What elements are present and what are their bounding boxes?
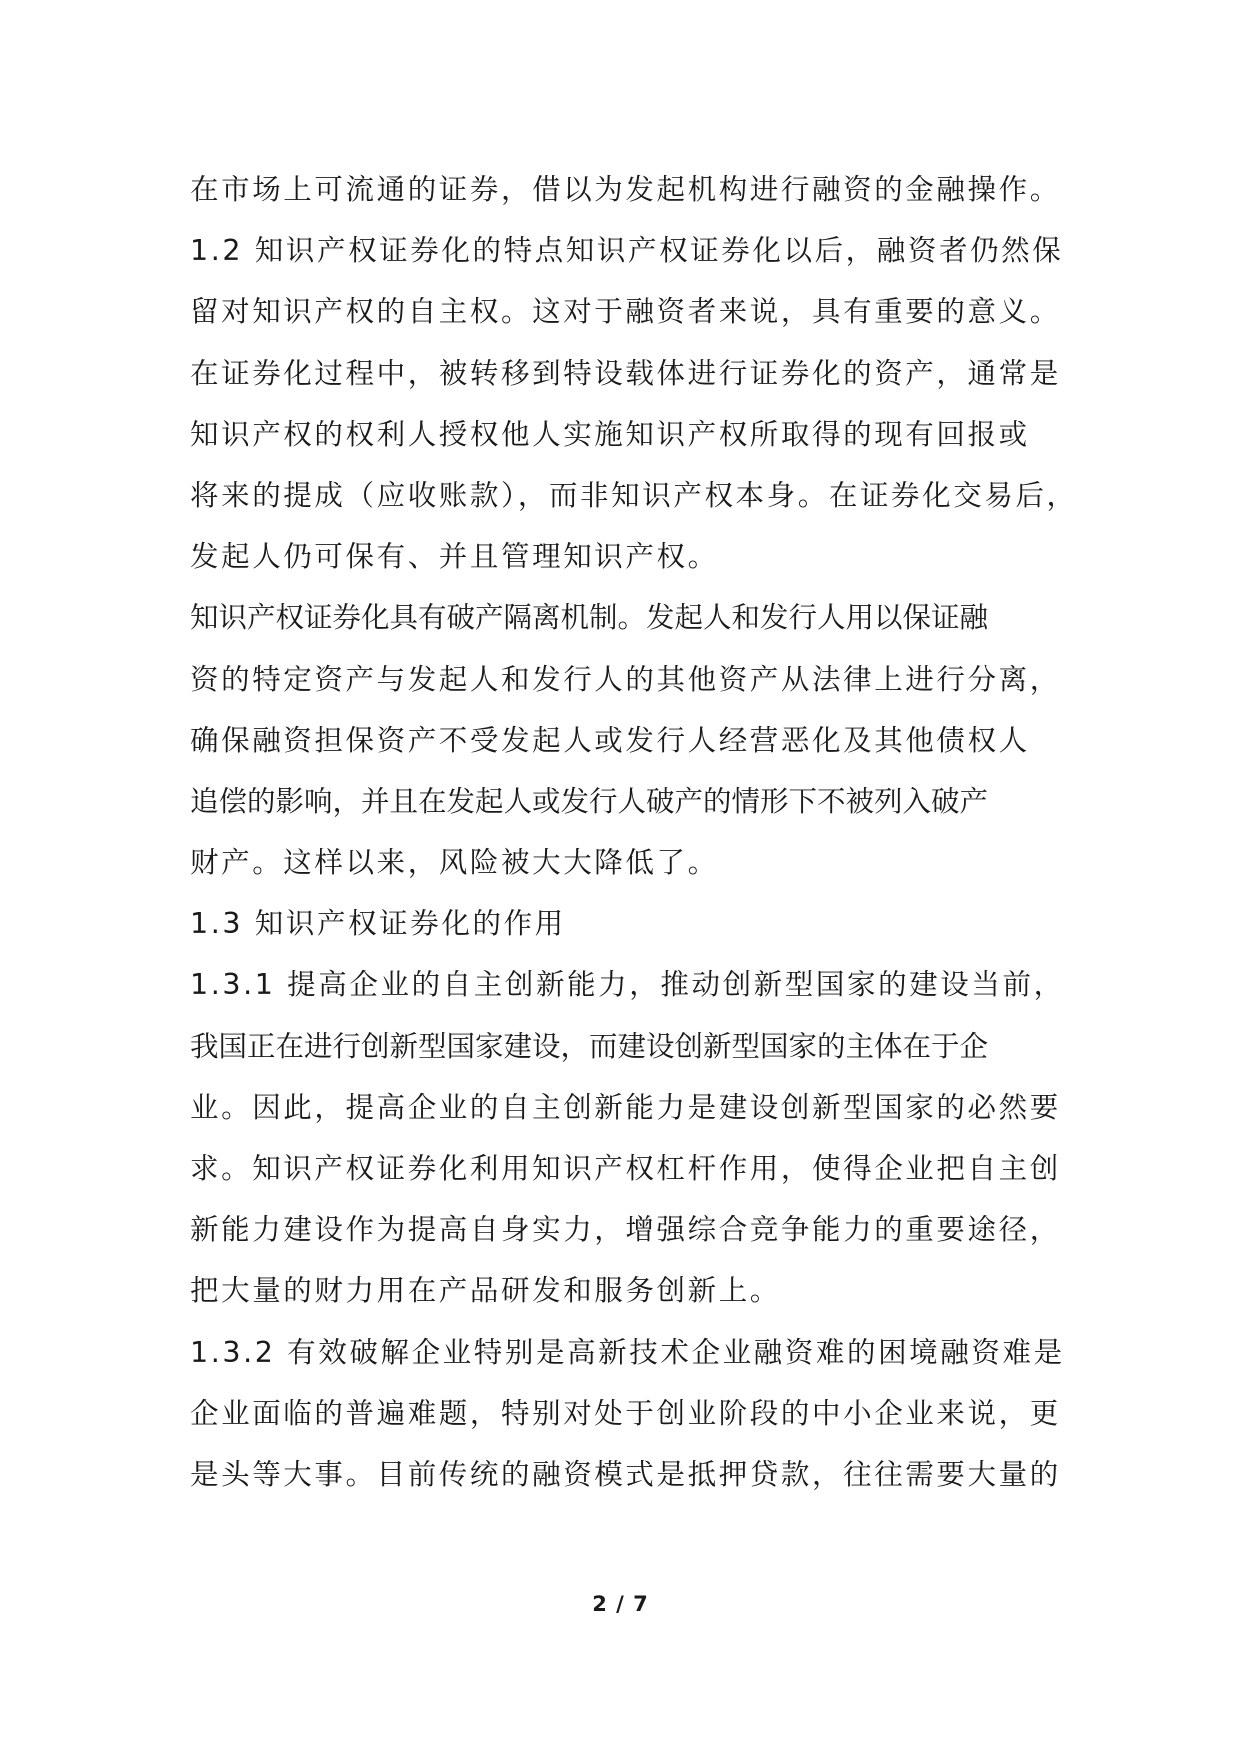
text-line: 我国正在进行创新型国家建设，而建设创新型国家的主体在于企: [190, 1029, 989, 1063]
document-body: [190, 159, 1078, 1505]
text-line: 留对知识产权的自主权。这对于融资者来说，具有重要的意义。: [190, 295, 1061, 329]
text-line: 知识产权的权利人授权他人实施知识产权所取得的现有回报或: [190, 417, 1030, 451]
text-line: 求。知识产权证券化利用知识产权杠杆作用，使得企业把自主创: [190, 1152, 1061, 1185]
subsection-heading-line: 1.3.1 提高企业的自主创新能力，推动创新型国家的建设当前，: [190, 968, 1065, 1002]
text-line: 把大量的财力用在产品研发和服务创新上。: [190, 1274, 781, 1308]
section-heading: 1.3 知识产权证券化的作用: [190, 907, 566, 941]
text-line: 追偿的影响，并且在发起人或发行人破产的情形下不被列入破产: [190, 784, 989, 818]
section-heading-line: 1.2 知识产权证券化的特点知识产权证券化以后，融资者仍然保: [190, 234, 1064, 268]
text-line: 在证券化过程中，被转移到特设载体进行证券化的资产，通常是: [190, 356, 1061, 390]
paragraph-start-line: 知识产权证券化具有破产隔离机制。发起人和发行人用以保证融: [190, 601, 989, 635]
text-line: 是头等大事。目前传统的融资模式是抵押贷款，往往需要大量的: [190, 1457, 1061, 1491]
text-line: 企业面临的普遍难题，特别对处于创业阶段的中小企业来说，更: [190, 1396, 1061, 1430]
text-line: 发起人仍可保有、并且管理知识产权。: [190, 540, 719, 574]
text-line: 确保融资担保资产不受发起人或发行人经营恶化及其他债权人: [190, 723, 1030, 757]
text-line: 业。因此，提高企业的自主创新能力是建设创新型国家的必然要: [190, 1090, 1061, 1124]
text-line: 在市场上可流通的证券，借以为发起机构进行融资的金融操作。: [190, 173, 1061, 206]
page-number: 2 / 7: [592, 1592, 649, 1616]
text-line: 财产。这样以来，风险被大大降低了。: [190, 846, 719, 880]
subsection-heading-line: 1.3.2 有效破解企业特别是高新技术企业融资难的困境融资难是: [190, 1335, 1065, 1369]
text-line: 资的特定资产与发起人和发行人的其他资产从法律上进行分离，: [190, 662, 1061, 696]
text-line: 将来的提成（应收账款），而非知识产权本身。在证券化交易后，: [190, 478, 1078, 512]
text-line: 新能力建设作为提高自身实力，增强综合竞争能力的重要途径，: [190, 1213, 1061, 1247]
